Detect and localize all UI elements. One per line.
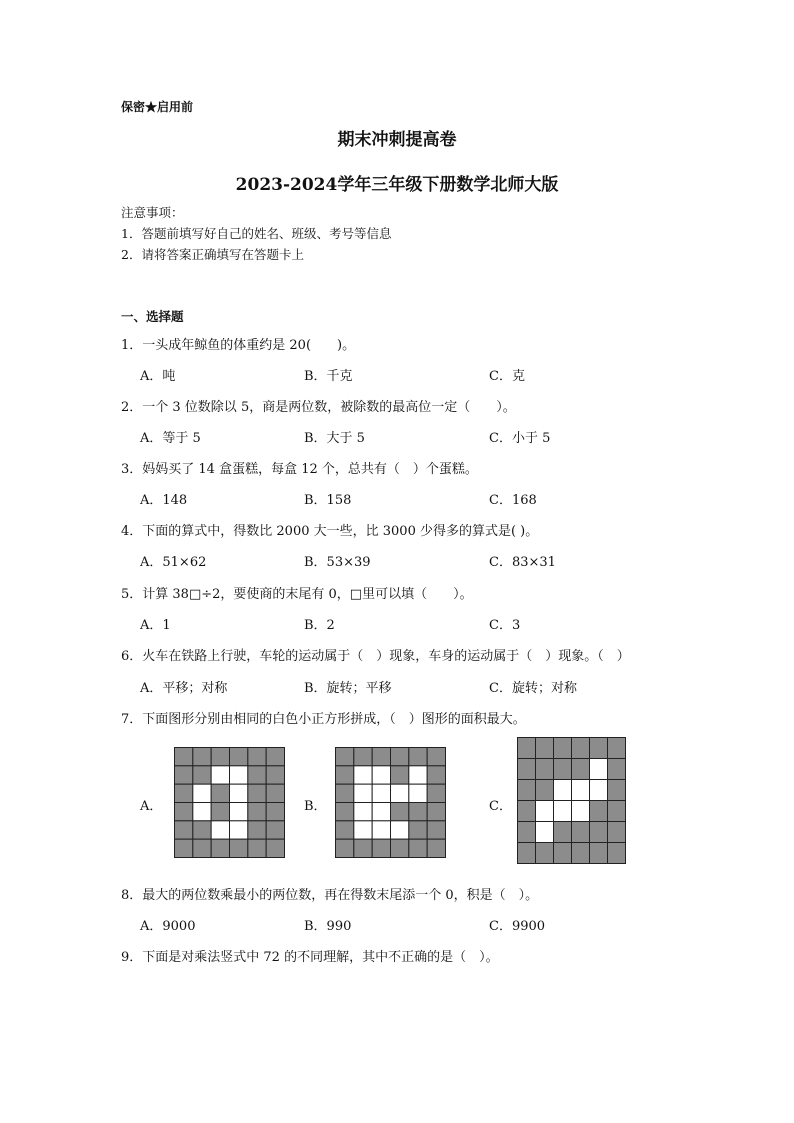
- gray-cell: [608, 780, 626, 801]
- option-a[interactable]: A．平移；对称: [140, 681, 228, 696]
- option-a[interactable]: A．吨: [140, 369, 176, 384]
- gray-cell: [266, 803, 284, 821]
- gray-cell: [211, 839, 229, 857]
- question-3: 3．妈妈买了 14 盒蛋糕，每盒 12 个，总共有（ ）个蛋糕。: [121, 462, 478, 477]
- white-cell: [354, 784, 372, 802]
- gray-cell: [336, 784, 354, 802]
- white-cell: [354, 803, 372, 821]
- gray-cell: [266, 839, 284, 857]
- gray-cell: [572, 843, 590, 864]
- gray-cell: [336, 839, 354, 857]
- gray-cell: [608, 801, 626, 822]
- gray-cell: [175, 748, 193, 766]
- question-2: 2．一个 3 位数除以 5，商是两位数，被除数的最高位一定（ ）。: [121, 400, 516, 415]
- gray-cell: [590, 822, 608, 843]
- option-a[interactable]: A．等于 5: [140, 431, 201, 446]
- gray-cell: [536, 780, 554, 801]
- gray-cell: [590, 738, 608, 759]
- question-1: 1．一头成年鲸鱼的体重约是 20( )。: [121, 338, 356, 353]
- gray-cell: [266, 748, 284, 766]
- white-cell: [391, 821, 409, 839]
- gray-cell: [175, 821, 193, 839]
- gray-cell: [372, 839, 390, 857]
- gray-cell: [175, 839, 193, 857]
- gray-cell: [572, 738, 590, 759]
- gray-cell: [608, 738, 626, 759]
- option-c[interactable]: C．: [489, 799, 512, 814]
- gray-cell: [211, 784, 229, 802]
- option-c[interactable]: C．83×31: [489, 555, 556, 570]
- white-cell: [230, 803, 248, 821]
- gray-cell: [554, 738, 572, 759]
- gray-cell: [518, 780, 536, 801]
- gray-cell: [336, 748, 354, 766]
- gray-cell: [518, 801, 536, 822]
- question-4: 4．下面的算式中，得数比 2000 大一些，比 3000 少得多的算式是( )。: [121, 524, 539, 539]
- gray-cell: [554, 822, 572, 843]
- gray-cell: [427, 803, 445, 821]
- confidential-label: 保密★启用前: [121, 100, 194, 114]
- option-b[interactable]: B．990: [304, 919, 352, 934]
- gray-cell: [391, 839, 409, 857]
- option-a[interactable]: A．: [140, 799, 163, 814]
- option-a[interactable]: A．1: [140, 618, 171, 633]
- question-6: 6．火车在铁路上行驶，车轮的运动属于（ ）现象，车身的运动属于（ ）现象。（ ）: [121, 649, 630, 664]
- gray-cell: [266, 766, 284, 784]
- section-title: 一、选择题: [121, 309, 184, 324]
- option-b[interactable]: B．大于 5: [304, 431, 365, 446]
- white-cell: [409, 766, 427, 784]
- white-cell: [211, 766, 229, 784]
- gray-cell: [518, 759, 536, 780]
- figure-c-grid[interactable]: [517, 737, 626, 864]
- white-cell: [372, 803, 390, 821]
- white-cell: [230, 784, 248, 802]
- option-c[interactable]: C．9900: [489, 919, 546, 934]
- white-cell: [354, 766, 372, 784]
- white-cell: [372, 784, 390, 802]
- gray-cell: [409, 839, 427, 857]
- option-c[interactable]: C．克: [489, 369, 525, 384]
- white-cell: [572, 780, 590, 801]
- gray-cell: [427, 766, 445, 784]
- gray-cell: [193, 821, 211, 839]
- white-cell: [554, 801, 572, 822]
- gray-cell: [372, 748, 390, 766]
- option-b[interactable]: B．千克: [304, 369, 353, 384]
- gray-cell: [391, 766, 409, 784]
- gray-cell: [354, 839, 372, 857]
- gray-cell: [266, 784, 284, 802]
- gray-cell: [336, 766, 354, 784]
- white-cell: [554, 780, 572, 801]
- white-cell: [354, 821, 372, 839]
- gray-cell: [536, 843, 554, 864]
- gray-cell: [518, 738, 536, 759]
- gray-cell: [590, 843, 608, 864]
- gray-cell: [193, 748, 211, 766]
- white-cell: [590, 780, 608, 801]
- white-cell: [193, 803, 211, 821]
- gray-cell: [230, 839, 248, 857]
- notes-heading: 注意事项：: [121, 205, 184, 220]
- white-cell: [536, 822, 554, 843]
- gray-cell: [572, 759, 590, 780]
- gray-cell: [409, 803, 427, 821]
- gray-cell: [409, 748, 427, 766]
- gray-cell: [427, 748, 445, 766]
- white-cell: [230, 821, 248, 839]
- option-a[interactable]: A．51×62: [140, 555, 207, 570]
- gray-cell: [248, 748, 266, 766]
- option-a[interactable]: A．9000: [140, 919, 196, 934]
- gray-cell: [248, 784, 266, 802]
- gray-cell: [248, 766, 266, 784]
- gray-cell: [536, 759, 554, 780]
- gray-cell: [175, 766, 193, 784]
- page-subtitle: 2023-2024学年三年级下册数学北师大版: [235, 175, 559, 195]
- gray-cell: [427, 839, 445, 857]
- white-cell: [372, 766, 390, 784]
- gray-cell: [354, 748, 372, 766]
- gray-cell: [175, 803, 193, 821]
- option-c[interactable]: C．3: [489, 618, 521, 633]
- gray-cell: [391, 803, 409, 821]
- white-cell: [572, 801, 590, 822]
- gray-cell: [518, 843, 536, 864]
- gray-cell: [608, 822, 626, 843]
- note-item: 1．答题前填写好自己的姓名、班级、考号等信息: [121, 226, 392, 241]
- option-b[interactable]: B．2: [304, 618, 335, 633]
- option-a[interactable]: A．148: [140, 493, 188, 508]
- option-c[interactable]: C．旋转；对称: [489, 681, 577, 696]
- gray-cell: [211, 803, 229, 821]
- gray-cell: [427, 821, 445, 839]
- gray-cell: [266, 821, 284, 839]
- figure-a-grid[interactable]: [174, 747, 285, 858]
- white-cell: [211, 821, 229, 839]
- question-5: 5．计算 38□÷2，要使商的末尾有 0，□里可以填（ ）。: [121, 587, 473, 602]
- gray-cell: [608, 759, 626, 780]
- gray-cell: [248, 839, 266, 857]
- white-cell: [536, 801, 554, 822]
- white-cell: [391, 784, 409, 802]
- gray-cell: [409, 821, 427, 839]
- gray-cell: [175, 784, 193, 802]
- gray-cell: [391, 748, 409, 766]
- question-8: 8．最大的两位数乘最小的两位数，再在得数末尾添一个 0，积是（ ）。: [121, 888, 539, 903]
- option-b[interactable]: B．: [304, 799, 327, 814]
- option-c[interactable]: C．小于 5: [489, 431, 551, 446]
- option-b[interactable]: B．158: [304, 493, 352, 508]
- gray-cell: [427, 784, 445, 802]
- white-cell: [230, 766, 248, 784]
- option-b[interactable]: B．旋转；平移: [304, 681, 392, 696]
- white-cell: [590, 759, 608, 780]
- gray-cell: [193, 839, 211, 857]
- gray-cell: [590, 801, 608, 822]
- gray-cell: [336, 803, 354, 821]
- gray-cell: [554, 759, 572, 780]
- option-c[interactable]: C．168: [489, 493, 537, 508]
- gray-cell: [230, 748, 248, 766]
- question-9: 9．下面是对乘法竖式中 72 的不同理解，其中不正确的是（ ）。: [121, 950, 499, 965]
- gray-cell: [248, 821, 266, 839]
- gray-cell: [536, 738, 554, 759]
- option-b[interactable]: B．53×39: [304, 555, 371, 570]
- gray-cell: [608, 843, 626, 864]
- figure-b-grid[interactable]: [335, 747, 446, 858]
- gray-cell: [554, 843, 572, 864]
- page-title: 期末冲刺提高卷: [337, 130, 457, 150]
- white-cell: [372, 821, 390, 839]
- white-cell: [409, 784, 427, 802]
- gray-cell: [336, 821, 354, 839]
- white-cell: [193, 784, 211, 802]
- gray-cell: [211, 748, 229, 766]
- gray-cell: [193, 766, 211, 784]
- gray-cell: [518, 822, 536, 843]
- gray-cell: [248, 803, 266, 821]
- question-7: 7．下面图形分别由相同的白色小正方形拼成，（ ）图形的面积最大。: [121, 712, 526, 727]
- note-item: 2．请将答案正确填写在答题卡上: [121, 247, 304, 262]
- gray-cell: [572, 822, 590, 843]
